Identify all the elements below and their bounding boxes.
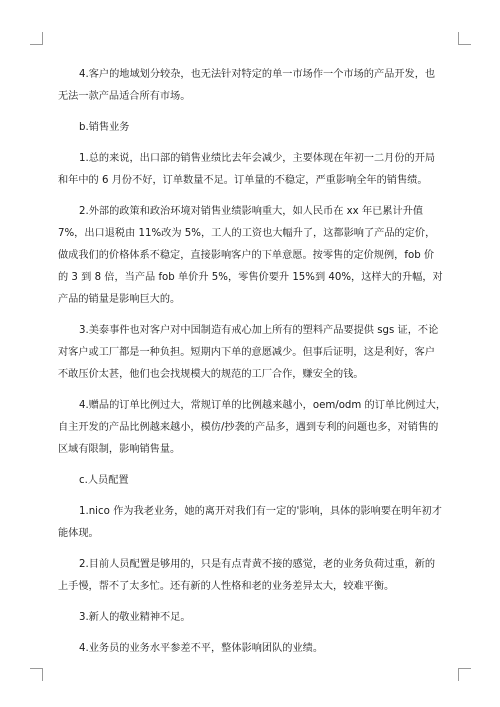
paragraph-line: 不敢压价太甚，他们也会找规模大的规范的工厂合作，赚安全的钱。 — [58, 369, 364, 380]
paragraph — [58, 470, 444, 492]
paragraph-line: 1.总的来说，出口部的销售业绩比去年会减少，主要体现在年初一二月份的开局 — [79, 153, 436, 164]
paragraph-line: 区域有限制，影响销售量。 — [58, 444, 181, 455]
paragraph-line: 做成我们的价格体系不稳定，直接影响客户的下单意愿。按零售的定价规例，fob 价 — [58, 250, 435, 261]
paragraph-line: 上手慢，帮不了太多忙。还有新的人性格和老的业务差异太大，较难平衡。 — [58, 581, 395, 592]
crop-mark-top-right — [458, 32, 471, 45]
paragraph — [58, 501, 444, 545]
paragraph — [58, 201, 444, 311]
crop-mark-bottom-right — [458, 668, 471, 681]
paragraph-line: 和年中的 6 月份不好，订单数量不足。订单量的不稳定，严重影响全年的销售绩。 — [58, 175, 428, 186]
crop-mark-bottom-left — [30, 668, 43, 681]
paragraph-line: 2.目前人员配置是够用的，只是有点青黄不接的感觉，老的业务负荷过重，新的 — [79, 559, 436, 570]
paragraph — [58, 554, 444, 598]
paragraph-line: 无法一款产品适合所有市场。 — [58, 91, 191, 102]
paragraph-line: 4.客户的地域划分较杂，也无法针对特定的单一市场作一个市场的产品开发，也 — [79, 69, 436, 80]
paragraph-line: 的 3 到 8 倍，当产品 fob 单价升 5%，零售价要升 15%到 40%，这样大的升幅，对 — [58, 272, 443, 283]
paragraph-line: 3.美泰事件也对客户对中国制造有戒心加上所有的塑料产品要提供 sgs 证，不论 — [79, 325, 439, 336]
paragraph-line: 3.新人的敬业精神不足。 — [79, 612, 191, 623]
paragraph — [58, 320, 444, 386]
paragraph-line: 能体现。 — [58, 528, 99, 539]
paragraph — [58, 395, 447, 461]
paragraph-line: 产品的销量是影响巨大的。 — [58, 294, 181, 305]
paragraph — [58, 607, 444, 629]
paragraph — [58, 638, 444, 660]
paragraph-line: 对客户或工厂都是一种负担。短期内下单的意愿减少。但事后证明，这是利好，客户 — [58, 347, 435, 358]
crop-mark-top-left — [30, 32, 43, 45]
paragraph-line: b.销售业务 — [79, 122, 130, 133]
paragraph-line: 4.业务员的业务水平参差不平，整体影响团队的业绩。 — [79, 643, 324, 654]
paragraph-line: 自主开发的产品比例越来越小，模仿/抄袭的产品多，遇到专利的问题也多，对销售的 — [58, 422, 439, 433]
paragraph-line: 2.外部的政策和政治环境对销售业绩影响重大，如人民币在 xx 年已累计升值 — [79, 206, 424, 217]
paragraph-line: c.人员配置 — [79, 475, 129, 486]
paragraph — [58, 64, 444, 108]
paragraph-line: 7%，出口退税由 11%改为 5%，工人的工资也大幅升了，这都影响了产品的定价， — [58, 228, 436, 239]
document-body — [58, 64, 447, 669]
paragraph — [58, 148, 444, 192]
paragraph-line: 4.赠品的订单比例过大，常规订单的比例越来越小，oem/odm 的订单比例过大， — [79, 400, 447, 411]
paragraph-line: 1.nico 作为我老业务，她的离开对我们有一定的'影响，具体的影响要在明年初才 — [79, 506, 442, 517]
paragraph — [58, 117, 444, 139]
